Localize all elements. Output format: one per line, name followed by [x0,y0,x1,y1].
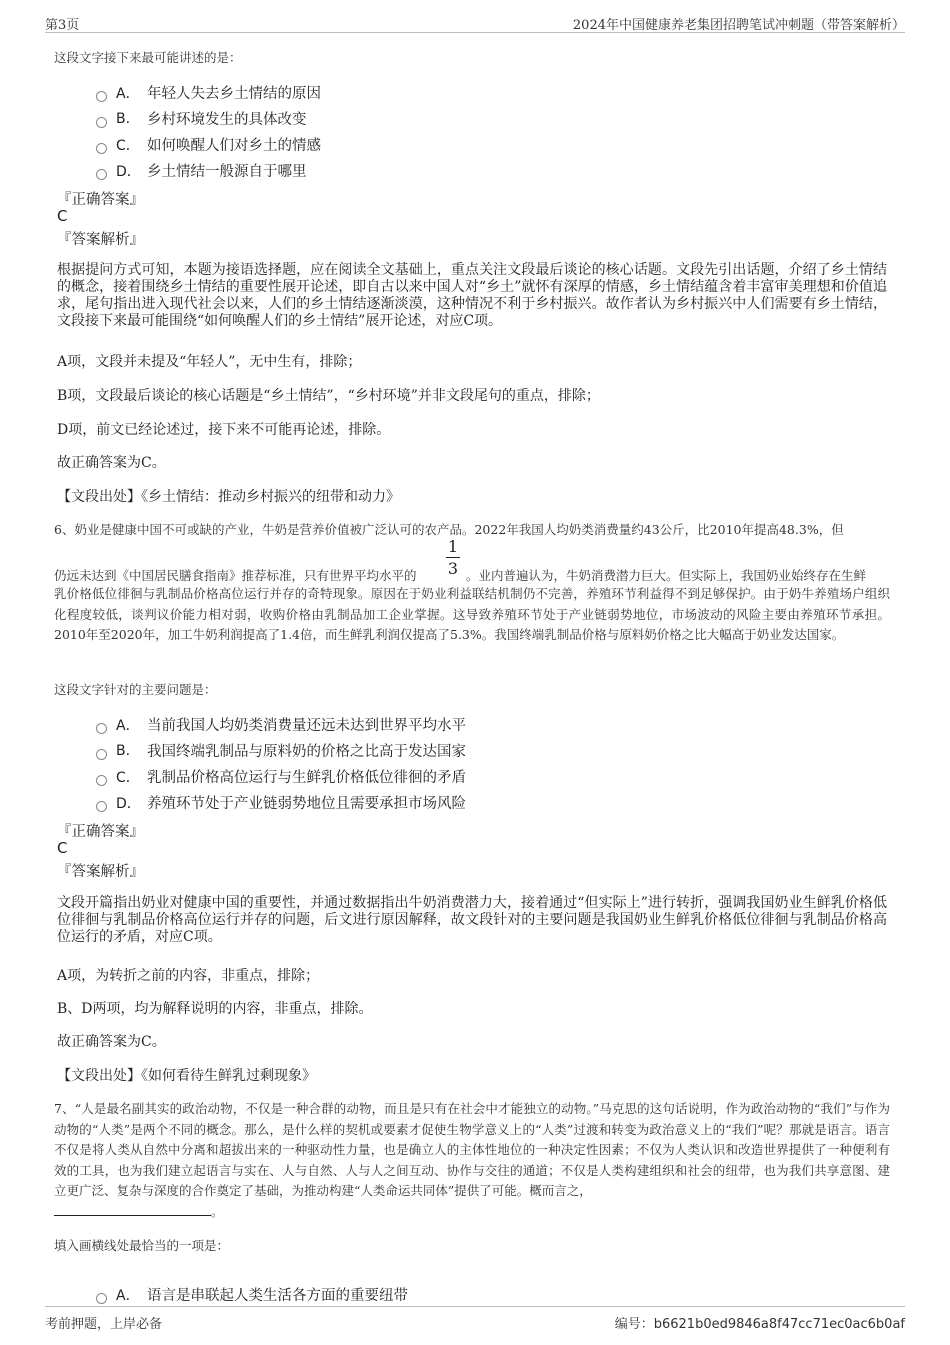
option-key: B. [116,110,131,127]
option-text: 语言是串联起人类生活各方面的重要纽带 [147,1288,408,1304]
q6-option-c[interactable] [96,766,466,787]
document-title: 2024年中国健康养老集团招聘笔试冲刺题（带答案解析） [572,18,905,33]
q6-line-1: 6、奶业是健康中国不可或缺的产业，牛奶是营养价值被广泛认可的农产品。2022年我国人均奶类消费量约43公斤，比2010年提高48.3%，但 [54,522,844,537]
option-key: C． [116,769,140,786]
q5-note-d: D项，前文已经论述过，接下来不可能再论述，排除。 [57,422,391,438]
q6-answer: C [57,839,68,857]
page-footer [45,1306,905,1333]
q5-option-d[interactable] [96,160,307,181]
q5-analysis: 根据提问方式可知，本题为接语选择题，应在阅读全文基础上，重点关注文段最后谈论的核心话题。文段先引出话题，介绍了乡土情结的概念，接着围绕乡土情结的重要性展开论述，即自古以来中国人对“乡土”就怀有深厚的情感，乡土情结蕴含着丰富审美理想和价值追求，尾句指出进入现代社会以来，人们的乡土情结逐渐淡漠，这种情况不利于乡村振兴。故作者认为乡村振兴中人们需要有乡土情结，文段接下来最可能围绕“如何唤醒人们的乡土情结”展开论述，对应C项。 [57,262,887,329]
page-number: 第3页 [45,18,80,33]
q6-analysis: 文段开篇指出奶业对健康中国的重要性，并通过数据指出牛奶消费潜力大，接着通过“但实际上”进行转折，强调我国奶业生鲜乳价格低位徘徊与乳制品价格高位运行并存的问题，后文进行原因解释，故文段针对的主要问题是我国奶业生鲜乳价格低位徘徊与乳制品价格高位运行的矛盾，对应C项。 [57,895,887,945]
option-text: 养殖环节处于产业链弱势地位且需要承担市场风险 [147,796,466,812]
radio-icon[interactable] [96,1293,107,1304]
option-key: A． [116,85,140,102]
q5-analysis-label: 『答案解析』 [57,232,144,248]
q7-prompt: 填入画横线处最恰当的一项是： [54,1238,230,1253]
fill-blank [54,1203,211,1216]
q5-option-a[interactable] [96,82,321,103]
q6-line-2b: 。业内普遍认为，牛奶消费潜力巨大。但实际上，我国奶业始终存在生鲜 [466,568,867,583]
option-text: 乡土情结一般源自于哪里 [147,164,307,180]
q7-blank-end: 。 [211,1203,224,1219]
radio-icon[interactable] [96,91,107,102]
q7-option-a[interactable] [96,1284,408,1305]
q6-prompt: 这段文字针对的主要问题是： [54,682,217,697]
q6-note-a: A项，为转折之前的内容，非重点，排除； [57,968,320,984]
radio-icon[interactable] [96,143,107,154]
document-code [615,1313,905,1332]
option-key: D． [116,795,141,812]
q5-answer: C [57,207,68,225]
option-text: 当前我国人均奶类消费量还远未达到世界平均水平 [147,718,466,734]
q6-option-b[interactable] [96,740,466,761]
q6-answer-label: 『正确答案』 [57,824,144,840]
q5-note-a: A项，文段并未提及“年轻人”，无中生有，排除； [57,354,362,370]
radio-icon[interactable] [96,775,107,786]
fraction-denominator: 3 [447,559,459,578]
radio-icon[interactable] [96,749,107,760]
q6-source: 【文段出处】《如何看待生鲜乳过剩现象》 [57,1068,316,1084]
q7-passage [54,1099,890,1222]
option-text: 乳制品价格高位运行与生鲜乳价格低位徘徊的矛盾 [147,770,466,786]
q5-answer-label: 『正确答案』 [57,192,144,208]
q5-option-c[interactable] [96,134,321,155]
q6-option-a[interactable] [96,714,466,735]
q6-note-bd: B、D两项，均为解释说明的内容，非重点，排除。 [57,1001,373,1017]
fraction-bar [446,557,460,558]
option-key: A． [116,717,140,734]
option-key: C． [116,137,140,154]
option-key: D． [116,163,141,180]
q5-note-b: B项，文段最后谈论的核心话题是“乡土情结”，“乡村环境”并非文段尾句的重点，排除； [57,388,600,404]
option-text: 年轻人失去乡土情结的原因 [147,86,321,102]
q5-source: 【文段出处】《乡土情结：推动乡村振兴的纽带和动力》 [57,489,400,505]
q5-conclusion: 故正确答案为C。 [57,455,166,471]
code-value: b6621b0ed9846a8f47cc71ec0ac6b0af [653,1317,905,1332]
q6-passage: 乳价格低位徘徊与乳制品价格高位运行并存的奇特现象。原因在于奶业利益联结机制仍不完善，养殖环节利益得不到足够保护。由于奶牛养殖场户组织化程度较低，谈判议价能力相对弱，收购价格由乳制品加工企业掌握。这导致养殖环节处于产业链弱势地位，市场波动的风险主要由养殖环节承担。2010年至2020年，加工牛奶利润提高了1.4倍，而生鲜乳利润仅提高了5.3%。我国终端乳制品价格与原料奶价格之比大幅高于奶业发达国家。 [54,586,890,642]
radio-icon[interactable] [96,723,107,734]
page-header [45,10,905,33]
q6-option-d[interactable] [96,792,466,813]
q6-line-2a: 仍远未达到《中国居民膳食指南》推荐标准，只有世界平均水平的 [54,568,417,583]
fraction-numerator: 1 [447,537,459,556]
option-text: 我国终端乳制品与原料奶的价格之比高于发达国家 [147,744,466,760]
radio-icon[interactable] [96,117,107,128]
q5-prompt: 这段文字接下来最可能讲述的是： [54,50,242,65]
q6-analysis-label: 『答案解析』 [57,864,144,880]
option-text: 如何唤醒人们对乡土的情感 [147,138,321,154]
option-text: 乡村环境发生的具体改变 [147,112,307,128]
radio-icon[interactable] [96,169,107,180]
radio-icon[interactable] [96,801,107,812]
option-key: B. [116,742,131,759]
q6-conclusion: 故正确答案为C。 [57,1034,166,1050]
footer-slogan: 考前押题，上岸必备 [45,1317,163,1332]
q7-text: 7、“人是最名副其实的政治动物，不仅是一种合群的动物，而且是只有在社会中才能独立的动物。”马克思的这句话说明，作为政治动物的“我们”与作为动物的“人类”是两个不同的概念。那么，是什么样的契机或要素才促使生物学意义上的“人类”过渡和转变为政治意义上的“我们”呢？那就是语言。语言不仅是将人类从自然中分离和超拔出来的一种驱动性力量，也是确立人的主体性地位的一种决定性因素；不仅为人类认识和改造世界提供了一种便利有效的工具，也为我们建立起语言与实在、人与自然、人与人之间互动、协作与交往的通道；不仅是人类构建组织和社会的纽带，也为我们共享意图、建立更广泛、复杂与深度的合作奠定了基础，为推动构建“人类命运共同体”提供了可能。概而言之， [54,1101,890,1198]
fraction-one-third [446,538,460,577]
code-label: 编号： [614,1317,654,1332]
q5-option-b[interactable] [96,108,307,129]
option-key: A． [116,1287,140,1304]
